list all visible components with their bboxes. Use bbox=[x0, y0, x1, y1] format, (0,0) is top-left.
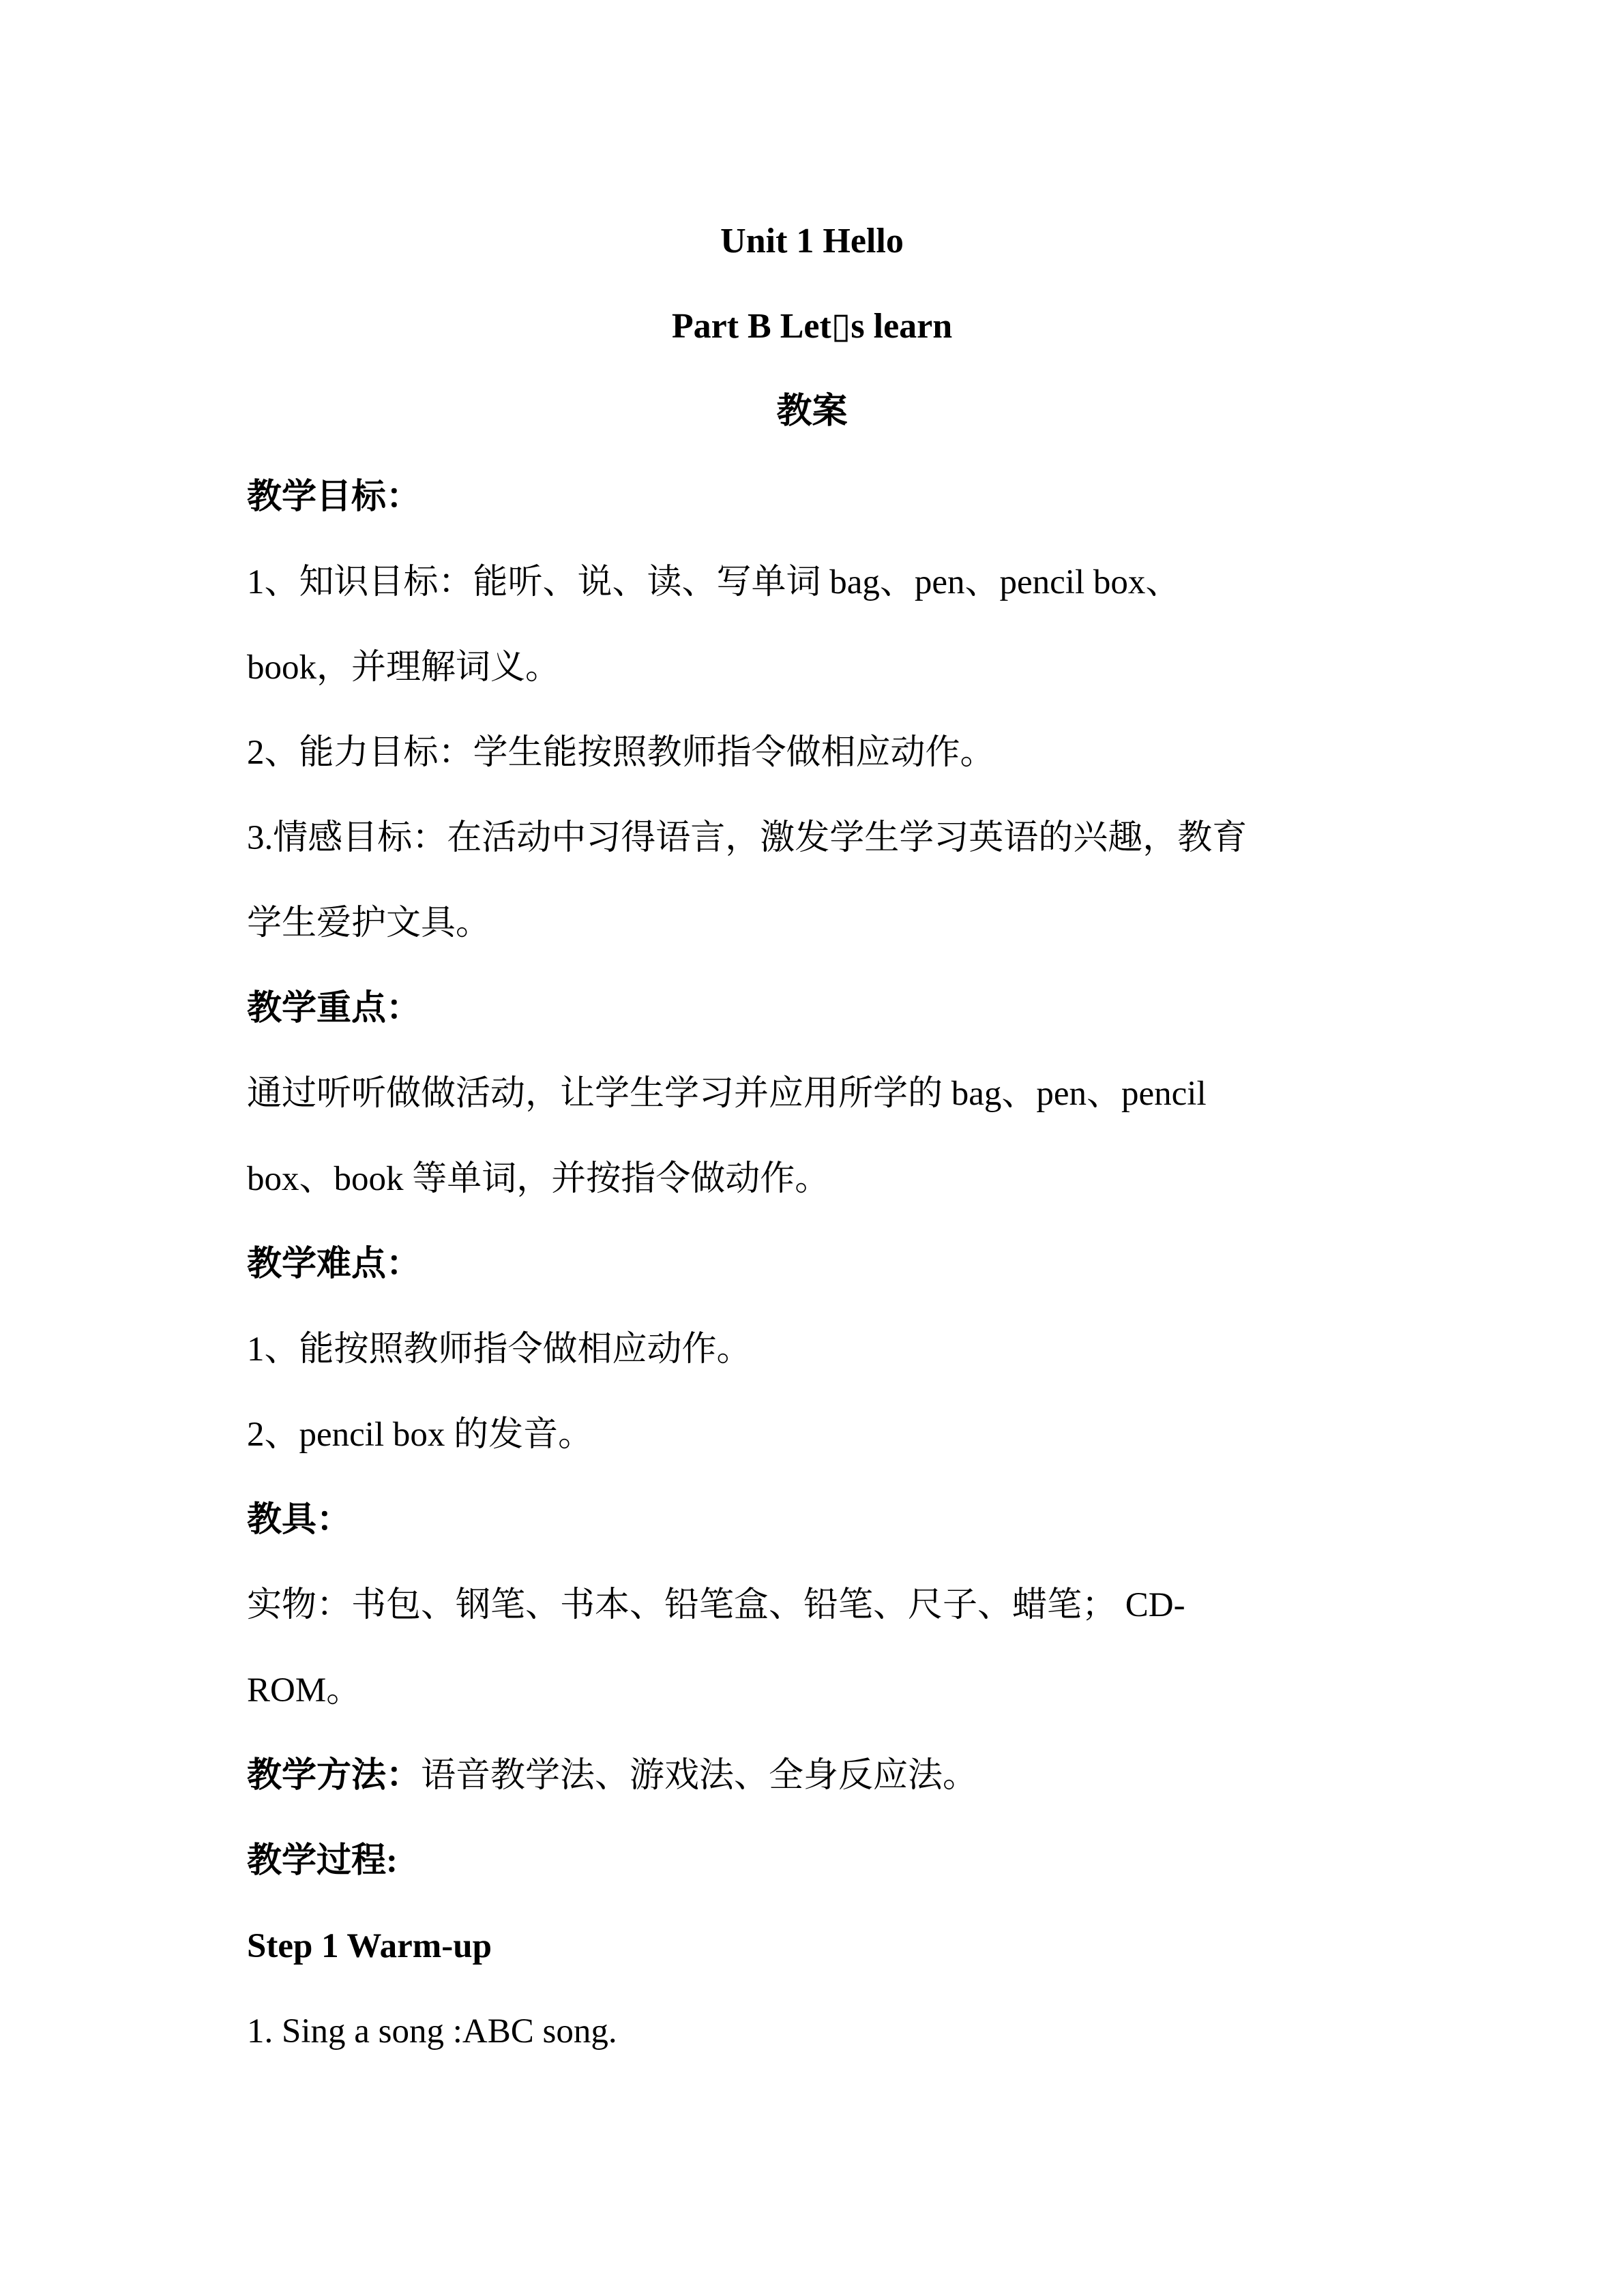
difficulties-heading: 教学难点： bbox=[247, 1245, 422, 1283]
tools-line-2: ROM。 bbox=[247, 1671, 361, 1710]
document-subtitle: Part B Let▯s learn bbox=[671, 307, 953, 346]
tools-line-1: 实物：书包、钢笔、书本、铅笔盒、铅笔、尺子、蜡笔； CD- bbox=[247, 1586, 1185, 1624]
key-points-line-2: box、book 等单词，并按指令做动作。 bbox=[247, 1160, 830, 1198]
difficulty-2: 2、pencil box 的发音。 bbox=[247, 1416, 593, 1454]
key-points-heading: 教学重点： bbox=[247, 989, 422, 1028]
key-points-line-1: 通过听听做做活动，让学生学习并应用所学的 bag、pen、pencil bbox=[247, 1075, 1207, 1113]
objective-3-line-1: 3.情感目标：在活动中习得语言，激发学生学习英语的兴趣，教育 bbox=[247, 819, 1247, 857]
objective-1-line-2: book，并理解词义。 bbox=[247, 648, 561, 687]
document-title: Unit 1 Hello bbox=[720, 222, 904, 260]
methods-heading: 教学方法： bbox=[247, 1757, 422, 1795]
methods-line bbox=[247, 1754, 977, 1798]
document-type: 教案 bbox=[776, 392, 848, 431]
objectives-heading: 教学目标： bbox=[247, 478, 422, 516]
methods-text: 语音教学法、游戏法、全身反应法。 bbox=[421, 1757, 978, 1795]
step-1-item-1: 1. Sing a song :ABC song. bbox=[247, 2012, 617, 2051]
process-heading: 教学过程: bbox=[247, 1842, 398, 1880]
objective-1-line-1: 1、知识目标：能听、说、读、写单词 bag、pen、pencil box、 bbox=[247, 563, 1181, 601]
tools-heading: 教具： bbox=[247, 1501, 352, 1539]
difficulty-1: 1、能按照教师指令做相应动作。 bbox=[247, 1330, 752, 1369]
step-1-title: Step 1 Warm-up bbox=[247, 1927, 492, 1965]
objective-3-line-2: 学生爱护文具。 bbox=[247, 904, 491, 942]
objective-2: 2、能力目标：学生能按照教师指令做相应动作。 bbox=[247, 734, 995, 772]
